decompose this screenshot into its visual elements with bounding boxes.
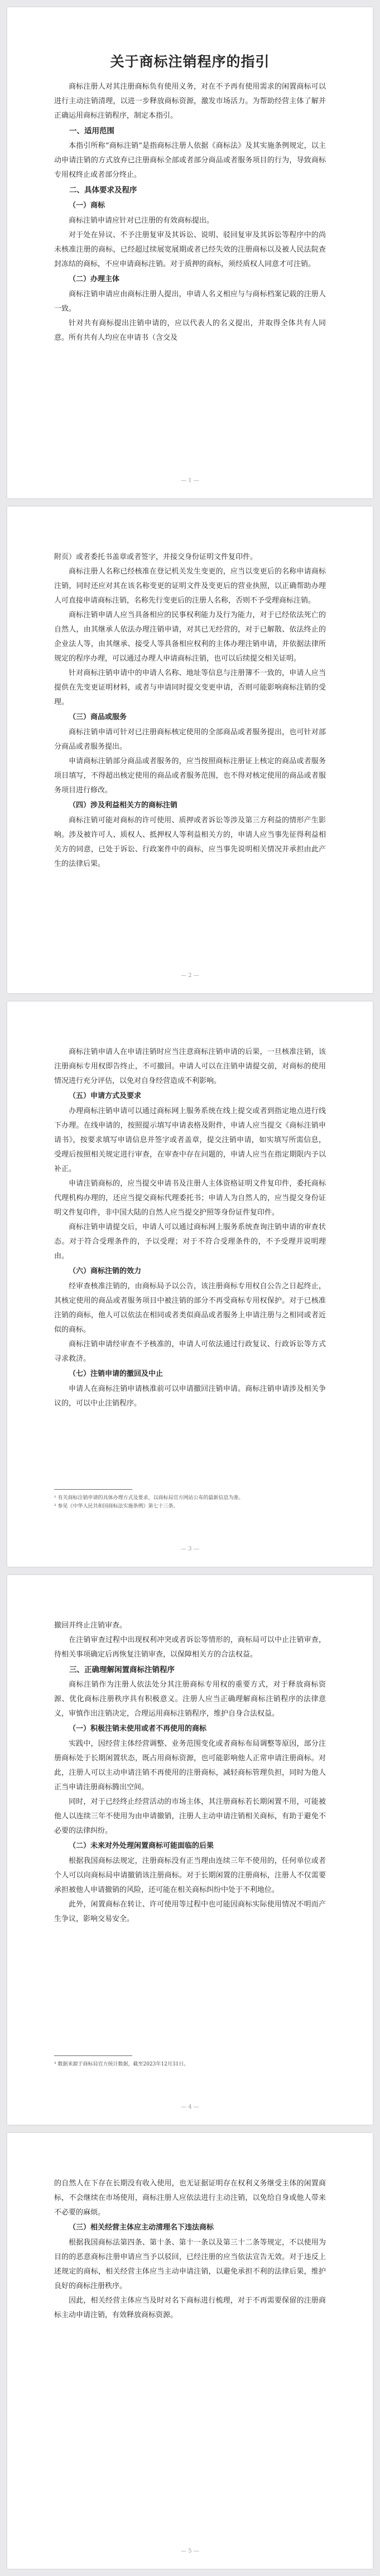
paragraph: 商标注销申请应由商标注册人提出，申请人名义相应与与商标档案记载的注册人一致。: [54, 290, 326, 313]
paragraph: 实践中，因经营主体经营调整、业务范围变化或者商标布局调整等原因，部分注册商标处于长期闲置状态，既占用商标资源，也可能影响他人正常申请注册商标。对此，注册人可以主动申请注销不再使用的注册商标，减轻商标管理负担，同时为他人正当申请注册商标腾出空间。: [54, 1740, 326, 1792]
paragraph: 商标注销申请可针对已注册商标核定使用的全部商品或者服务提出，也可针对部分商品或者服务提出。: [54, 728, 326, 751]
paragraph: 对于处在异议、不予注册复审及其诉讼、说明、驳回复审及其诉讼等程序中的尚未核准注册的商标，已经超过续展宽展期或者已经失效的注册商标以及被人民法院查封冻结的商标，不应申请商标注销。对于质押的商标，须经质权人同意才可注销。: [54, 231, 326, 268]
subsection-heading-applicant: （二）办理主体: [69, 275, 120, 283]
section-heading-requirements: 二、具体要求及程序: [69, 186, 137, 195]
document-page-3: [7, 1001, 373, 1567]
paragraph: 此外，闲置商标在转让、许可使用等过程中也可能因商标实际使用情况不明而产生争议，影响交易安全。: [54, 1900, 326, 1923]
paragraph: 针对共有商标提出注销申请的，应以代表人的名义提出，并取得全体共有人同意。所有共有人均应在申请书（含交及: [54, 319, 326, 342]
subsection-heading-withdrawal: （七）注销申请的撤回及中止: [69, 1370, 163, 1378]
footnote-rule: [54, 1489, 132, 1490]
document-page-4: [7, 1575, 373, 2125]
page-number: — 5 —: [181, 2548, 199, 2554]
paragraph: 在注销审查过程中出现权利冲突或者诉讼等情形的，商标局可以中止注销审查，待相关事项确定后再恢复注销审查，以保障相关方的合法权益。: [54, 1636, 326, 1659]
subsection-heading-stakeholders: （四）涉及利益相关方的商标注销: [69, 801, 178, 810]
section-heading-understanding: 三、正确理解闲置商标注销程序: [69, 1665, 175, 1674]
paragraph: 根据我国商标法规定，注册商标没有正当理由连续三年不使用的，任何单位或者个人可以向商标局申请撤销该注册商标。对于长期闲置的注册商标，注册人不仅需要承担被他人申请撤销的风险，还可能在相关商标纠纷中处于不利地位。: [54, 1857, 326, 1894]
paragraph: 办理商标注销申请可以通过商标网上服务系统在线上提交或者到指定地点进行线下办理。在线申请的，按照提示填写申请表格及附件，申请人应当提交《商标注销申请书》，按要求填写申请信息并签字或者盖章，提交注销申请，如实填写所需信息，受理后按照相关规定进行审查，在审查中存在问题的，申请人应当在指定期限内予以补正。: [54, 1107, 326, 1173]
paragraph: 经审查核准注销的，由商标局予以公告，该注册商标专用权自公告之日起终止，其核定使用的商品或者服务项目中被注销的部分不再受商标专用权保护。对于已核准注销的商标，他人可以依法在相同或者类似商品或者服务上申请注册与之相同或者近似的商标。: [54, 1282, 326, 1334]
document-page-1: [7, 7, 373, 498]
footnotes: [54, 2055, 326, 2069]
footnote-rule: [54, 2055, 132, 2056]
paragraph: 撤回并终止注销审查。: [54, 1621, 127, 1630]
section-heading-scope: 一、适用范围: [69, 127, 114, 136]
page-number: — 2 —: [181, 972, 199, 979]
subsection-heading-application-method: （五）申请方式及要求: [69, 1092, 142, 1100]
paragraph: 商标注销申请应针对已注册的有效商标提出。: [69, 216, 214, 225]
paragraph: 商标注销作为注册人依法处分其注册商标专用权的重要方式，对于释放商标资源、优化商标注册秩序具有积极意义。注册人应当正确理解商标注销程序的法律意义，审慎作出注销决定，合理运用商标注销程序，维护自身合法权益。: [54, 1681, 326, 1718]
document-page-5: [7, 2133, 373, 2569]
subsection-heading-effect: （六）商标注销的效力: [69, 1267, 142, 1275]
paragraph: 商标注销申请提交后，申请人可以通过商标网上服务系统查询注销申请的审查状态。对于符合受理条件的，予以受理；对于不符合受理条件的，不予受理并说明理由。: [54, 1223, 326, 1260]
document-title: 关于商标注销程序的指引: [110, 54, 270, 70]
paragraph: 附页）或者委托书盖章或者签字，并接交身份证明文件复印件。: [54, 553, 258, 561]
paragraph: 因此，相关经营主体应当及时对名下商标进行梳理，对于不再需要保留的注册商标主动申请注销，有效释放商标资源。: [54, 2296, 326, 2319]
paragraph: 同时，对于已经终止经营活动的市场主体，其注册商标若长期闲置不用，可能被他人以连续三年不使用为由申请撤销，注册人主动申请注销相关商标，有助于避免不必要的法律纠纷。: [54, 1798, 326, 1835]
page-number: — 1 —: [181, 478, 199, 484]
paragraph: 商标注销申请人在申请注销时应当注意商标注销申请的后果，一旦核准注销，该注册商标专用权即告终止，不可撤回。申请人可以在注销申请提交前，对商标的使用情况进行充分评估，以免对自身经营造成不利影响。: [54, 1048, 326, 1085]
paragraph: 申请商标注销部分商品或者服务的，应当按照商标注册证上核定的商品或者服务项目填写，不得超出核定使用的商品或者服务范围，也不得对核定使用的商品或者服务项目进行修改。: [54, 757, 326, 795]
intro-paragraph: 商标注册人对其注册商标负有使用义务，对在不予再有使用需求的闲置商标可以进行主动注销清理，以进一步释放商标资源，激发市场活力。为帮助经营主体了解并正确运用商标注销程序，制定本指引。: [54, 83, 326, 120]
footnote: ² 参见《中华人民共和国商标法实施条例》第七十三条。: [54, 1504, 179, 1509]
footnote: ³ 数据来源于商标局官方统计数据，截至2023年12月31日。: [54, 2062, 189, 2067]
subsection-heading-illegal-marks: （三）相关经营主体应主动清理名下违法商标: [69, 2223, 214, 2232]
paragraph: 商标注销可能对商标的许可使用、质押或者诉讼等涉及第三方利益的情形产生影响。涉及被许可人、质权人、抵押权人等利益相关方的，申请人应当事先征得利益相关方的同意，已处于诉讼、行政案件中的商标，应当事先说明相关情况并承担由此产生的法律后果。: [54, 816, 326, 868]
footnotes: [54, 1489, 326, 1511]
page-number: — 4 —: [181, 2104, 199, 2110]
subsection-heading-trademark: （一）商标: [69, 201, 105, 210]
paragraph: 商标注销申请经审查不予核准的，申请人可依法通过行政复议、行政诉讼等方式寻求救济。: [54, 1340, 326, 1363]
document-page-2: [7, 507, 373, 993]
subsection-heading-goods-services: （三）商品或服务: [69, 713, 127, 721]
paragraph: 根据我国商标法第四条、第十条、第十一条以及第三十二条等规定，不以使用为目的的恶意商标注册申请应当予以驳回，已经注册的应当依法宣告无效。对于违反上述规定的商标，相关经营主体应当主动申请注销，以避免承担不利的法律后果，维护良好的商标注册秩序。: [54, 2238, 326, 2290]
paragraph: 商标注册人名称已经核准在登记机关发生变更的，应当以变更后的名称申请商标注销，同时还应对其在该名称变更的证明文件及变更后的营业执照，以正确帮助办理人可直接申请商标注销，名称先行变更后的注册人名称，否则不予受理商标注销。: [54, 567, 326, 605]
paragraph: 申请人在商标注销申请核准前可以申请撤回注销申请。商标注销申请涉及相关争议的，可以中止注销程序。: [54, 1385, 326, 1408]
paragraph: 针对商标注销申请中的申请人名称、地址等信息与注册簿不一致的，申请人应当提供在先变更证明材料，或者与申请同时提交变更申请，否则可能影响商标注销的受理。: [54, 669, 326, 706]
paragraph: 商标注销申请人应当具备相应的民事权利能力及行为能力，对于已经依法死亡的自然人，由其继承人依法办理注销申请，对其已无经营的，对于已解散、依法终止的企业法人等，由其继承、接受人等具备相应权利的主体办理注销申请，并依据法律所规定的程序办理，可以通过办理人申请商标注销，也可以后续提交相关证明。: [54, 611, 326, 663]
scope-paragraph: 本指引所称“商标注销”是指商标注册人依据《商标法》及其实施条例规定，以主动申请注销的方式放弃已注册商标全部或者部分商品或者服务项目的行为，导致商标专用权终止或者部分终止。: [54, 142, 326, 179]
footnote: ¹ 有关商标注销申请的具体办理方式及要求，以商标局官方网站公布的最新信息为准。: [54, 1495, 244, 1501]
subsection-heading-consequences: （二）未来对外处理闲置商标可能面临的后果: [69, 1842, 214, 1850]
paragraph: 的自然人在下存在长期没有收入使用，也无证据证明存在权利义务继受主体的闲置商标，不会继续在市场使用，商标注册人应依法进行主动注销，以免给自身或他人带来不必要的麻烦。: [54, 2179, 326, 2217]
subsection-heading-unused-marks: （一）积极注销未使用或者不再使用的商标: [69, 1725, 207, 1733]
page-number: — 3 —: [181, 1546, 199, 1552]
paragraph: 申请注销商标的，应当提交申请书及注册人主体资格证明文件复印件，委托商标代理机构办理的，还应当提交商标代理委托书；申请人为自然人的，应当提交身份证明文件复印件，非中国大陆的自然人应当提交护照等身份证件复印件。: [54, 1179, 326, 1217]
